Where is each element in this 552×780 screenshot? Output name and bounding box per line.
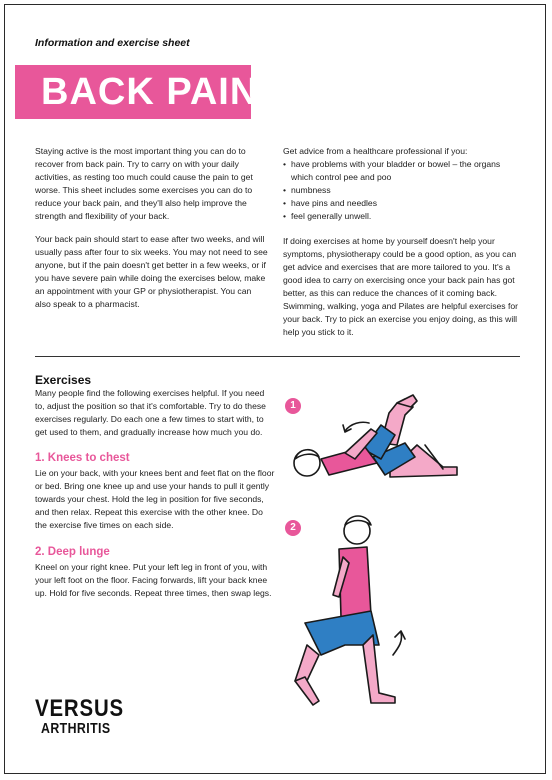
exercises-column <box>35 387 275 610</box>
intro-paragraph-2: Your back pain should start to ease after two weeks, and will usually pass after four to six weeks. You may not need to see anyone, but if the pain doesn't get better in a few weeks, or if you have severe pain while doing the exercises below, make an appointment with your GP or physiotherapist. You can also speak to a pharmacist. <box>35 234 268 309</box>
advice-bullet: • feel generally unwell. <box>283 210 521 223</box>
exercise-2-title: 2. Deep lunge <box>35 546 110 558</box>
sheet-kicker: Information and exercise sheet <box>35 37 190 49</box>
info-sheet-page <box>4 4 546 774</box>
advice-bullet: • have pins and needles <box>283 197 521 210</box>
section-divider <box>35 356 520 357</box>
exercises-intro: Many people find the following exercises helpful. If you need to, adjust the position so that it's comfortable. Try to do these exercises regularly. Do each one a few times to start with, to get used to them, and gradually increase how much you do. <box>35 388 266 437</box>
exercise-2-text: Kneel on your right knee. Put your left leg in front of you, with your left foot on the floor. Facing forwards, lift your back knee up. Hold for five seconds. Repeat three times, then swap legs. <box>35 562 272 598</box>
advice-column <box>283 145 521 349</box>
advice-list <box>283 158 521 223</box>
advice-lead: Get advice from a healthcare professional if you: <box>283 146 468 156</box>
advice-bullet: • numbness <box>283 184 521 197</box>
step-1-badge: 1 <box>285 398 301 414</box>
versus-arthritis-logo-line1: VERSUS <box>35 695 124 722</box>
deep-lunge-illustration <box>285 505 525 715</box>
exercise-1-text: Lie on your back, with your knees bent and feet flat on the floor or bed. Bring one knee up and use your hands to pull it gently towards your chest. Hold the leg in position for five seconds, and then relax. Repeat this exercise with the other knee. Do the exercise five times on each side. <box>35 468 275 530</box>
exercises-heading: Exercises <box>35 373 92 387</box>
advice-paragraph: If doing exercises at home by yourself doesn't help your symptoms, physiotherapy could be a good option, as you can get advice and exercises that are more tailored to you. It's a good idea to carry on exercising once your back pain has got better, as this can reduce the chances of it coming back. Swimming, walking, yoga and Pilates are helpful exercises for your back. Try to pick an exercise you enjoy doing, as this will help you stick to it. <box>283 236 519 337</box>
exercise-1-title: 1. Knees to chest <box>35 452 130 464</box>
intro-paragraph-1: Staying active is the most important thing you can do to recover from back pain. Try to carry on with your daily activities, as resting too much could cause the pain to get worse. This sheet includes some exercises you can do to reduce your back pain, and they'll also help improve the strength and flexibility of your back. <box>35 146 253 221</box>
step-2-badge: 2 <box>285 520 301 536</box>
knees-to-chest-illustration <box>285 385 525 485</box>
versus-arthritis-logo-line2: ARTHRITIS <box>41 721 111 737</box>
intro-column <box>35 145 269 321</box>
advice-bullet: • have problems with your bladder or bowel – the organs which control pee and poo <box>283 158 521 184</box>
page-title: BACK PAIN <box>41 71 259 113</box>
